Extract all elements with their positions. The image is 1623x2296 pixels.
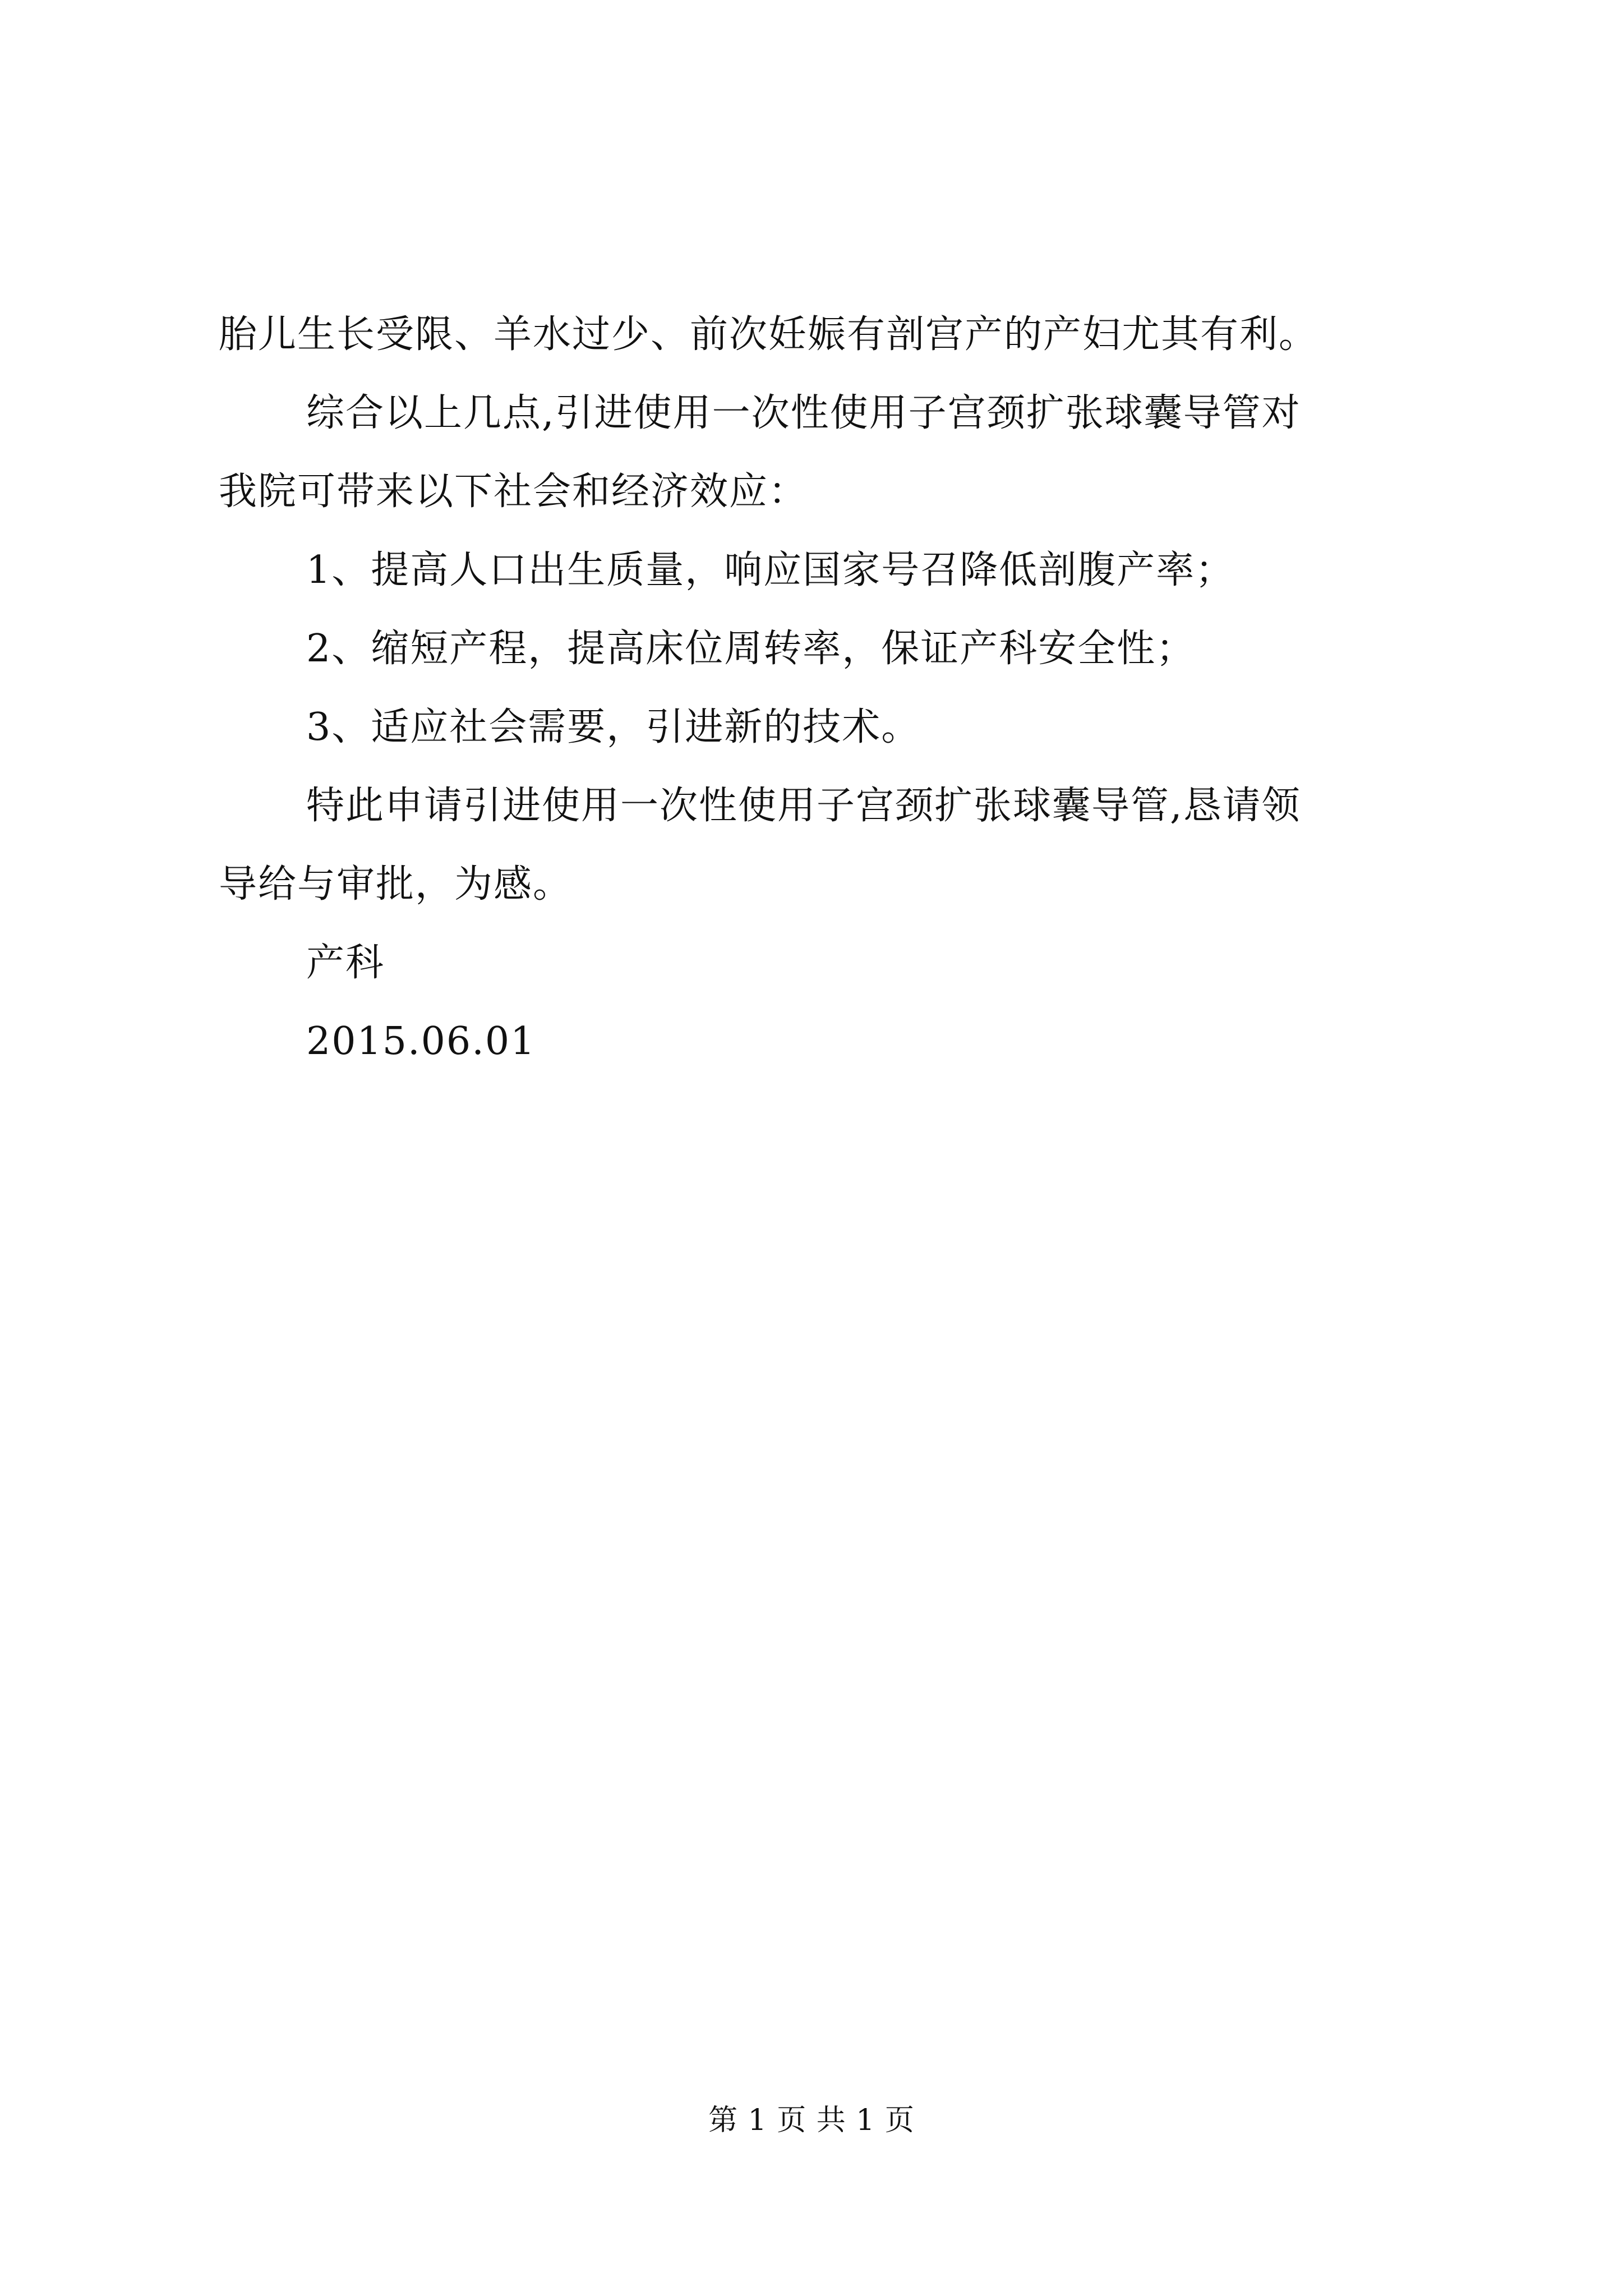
request-paragraph-line-1: 特此申请引进使用一次性使用子宫颈扩张球囊导管,恳请领	[306, 784, 1301, 828]
request-paragraph-line-2: 导给与审批，为感。	[219, 862, 573, 907]
summary-paragraph-line-1: 综合以上几点,引进使用一次性使用子宫颈扩张球囊导管对	[306, 391, 1301, 435]
benefit-item-1: 1、提高人口出生质量，响应国家号召降低剖腹产率；	[306, 548, 1235, 592]
page-footer: 第 1 页 共 1 页	[708, 2104, 915, 2137]
signature-date: 2015.06.01	[306, 1019, 536, 1064]
benefit-item-2: 2、缩短产程，提高床位周转率，保证产科安全性；	[306, 627, 1196, 671]
summary-paragraph-line-2: 我院可带来以下社会和经济效应：	[219, 470, 808, 514]
paragraph-continuation: 胎儿生长受限、羊水过少、前次妊娠有剖宫产的产妇尤其有利。	[219, 312, 1318, 357]
benefit-item-3: 3、适应社会需要，引进新的技术。	[306, 705, 921, 749]
signature-department: 产科	[306, 941, 385, 985]
